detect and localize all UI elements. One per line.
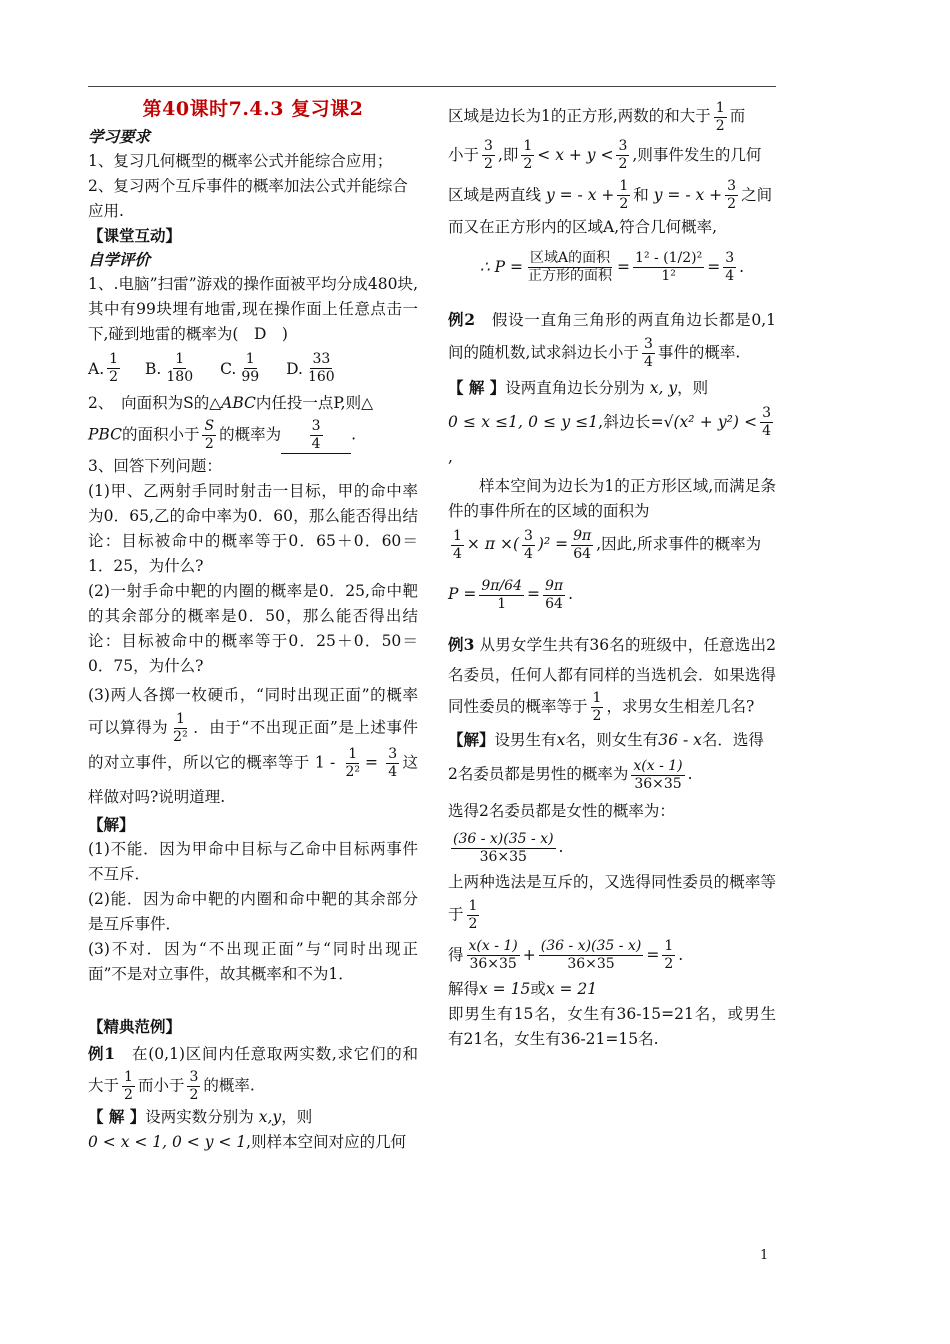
option-c: C. $\frac{1}{99}$ (220, 351, 260, 385)
example-2: 例2 假设一直角三角形的两直角边长都是0,1间的随机数,试求斜边长小于 $\frac{3}{4}$ 事件的概率. (448, 309, 776, 370)
example-2-result: P = $\frac{9\pi/64}{1}$ = $\frac{9\pi}{64}$ . (448, 577, 574, 612)
ex1-cont-3: 区域是两直线 y = - x + $\frac{1}{2}$ 和 y = - x + $\frac{3}{2}$ 之间 (448, 178, 773, 212)
page-title: 第40课时7.4.3 复习课2 (142, 98, 364, 120)
example-3-mutual: 上两种选法是互斥的，又选得同性委员的概率等于 $\frac{1}{2}$ (448, 872, 776, 932)
example-3-female: 选得2名委员都是女性的概率为： $\frac{(36 - x)(35 - x)}{36\times 35}$ . (448, 802, 675, 865)
example-2-text: 样本空间为边长为1的正方形区域,而满足条件的事件所在的区域的面积为 (448, 477, 776, 520)
option-a: A. $\frac{1}{2}$ (88, 351, 119, 385)
solution-1: (1)不能．因为甲命中目标与乙命中目标两事件不互斥． (88, 840, 418, 883)
question-1-options (88, 351, 418, 386)
right-column (448, 98, 776, 1052)
heading-self-eval: 自学评价 (88, 250, 151, 269)
question-3-3: (3)两人各掷一枚硬币，“同时出现正面”的概率可以算得为 $\frac{1}{\text{2²}}$ ．由于“不出现正面”是上述事件的对立事件，所以它的概率等于 1 - $\frac{1}{\text{2²}}$ = $\frac{3}{4}$ 这样做对吗?说明道理. (88, 686, 418, 806)
example-1: 例1 在(0,1)区间内任意取两实数,求它们的和大于 $\frac{1}{2}$ 而小于 $\frac{3}{2}$ 的概率. (88, 1044, 418, 1103)
answer-blank: $\frac{3}{4}$ (281, 418, 351, 454)
question-3-1: (1)甲、乙两射手同时射击一目标，甲的命中率为0．65,乙的命中率为0．60，那么能否得出结论：目标被命中的概率等于0．65＋0．60＝1．25，为什么? (88, 482, 418, 575)
question-2: 2、 向面积为S的△ABC内任投一点P,则△ PBC的面积小于 $\frac{S}{2}$ 的概率为 $\frac{3}{4}$ . (88, 394, 374, 452)
question-3-2: (2)一射手命中靶的内圈的概率是0．25,命中靶的其余部分的概率是0．50，那么能否得出结论：目标被命中的概率等于0．25＋0．50＝0．75，为什么? (88, 582, 418, 675)
example-3-solution: 【解】设男生有x名，则女生有36 - x名．选得 (448, 730, 764, 749)
requirement-1: 1、复习几何概型的概率公式并能综合应用； (88, 152, 393, 170)
ex1-formula: ∴ P = $\frac{\text{区域A的面积}}{\text{正方形的面积}}$ = $\frac{\text{1² - (1/2)²}}{\text{1²}}$ = $\frac{3}{4}$ . (479, 250, 745, 284)
solution-2: (2)能．因为命中靶的内圈和命中靶的其余部分是互斥事件． (88, 890, 418, 933)
example-2-area: $\frac{1}{4}$ × π ×( $\frac{3}{4}$ )² = $\frac{9\pi}{64}$ ,因此,所求事件的概率为 (453, 527, 762, 562)
heading-classroom: 【课堂互动】 (88, 226, 182, 245)
example-1-solution: 【 解 】设两实数分别为 x,y，则 0 < x < 1, 0 < y < 1,则样本空间对应的几何 (88, 1107, 407, 1151)
heading-examples: 【精典范例】 (88, 1017, 182, 1036)
example-3-conclusion: 即男生有15名，女生有36-15=21名，或男生有21名，女生有36-21=15名. (448, 1004, 776, 1048)
question-1: 1、.电脑”扫雷”游戏的操作面被平均分成480块,其中有99块埋有地雷,现在操作面上任意点击一下,碰到地雷的概率为( D ) (88, 275, 418, 343)
example-2-solution: 【 解 】设两直角边长分别为 x, y，则 0 ≤ x ≤1, 0 ≤ y ≤1,斜边长=√(x² + y²) < $\frac{3}{4}$ , (448, 377, 771, 466)
ex1-cont-4: 而又在正方形内的区域A,符合几何概率, (448, 217, 718, 236)
option-b: B. $\frac{1}{180}$ (145, 351, 194, 385)
example-3-equation: 得 $\frac{x(x - 1)}{36\times 35}$ + $\frac{(36 - x)(35 - x)}{36\times 35}$ = $\frac{1}{2}$ . (448, 938, 684, 972)
option-d: D. $\frac{33}{160}$ (286, 351, 335, 385)
heading-requirements: 学习要求 (88, 127, 151, 146)
example-3-male: 2名委员都是男性的概率为 $\frac{x(x - 1)}{36\times 35}$ . (448, 757, 693, 792)
solution-3: (3)不对．因为“不出现正面”与“同时出现正面”不是对立事件，故其概率和不为1． (88, 940, 418, 983)
ex1-cont-2: 小于 $\frac{3}{2}$ ,即 $\frac{1}{2}$ < x + y < $\frac{3}{2}$ ,则事件发生的几何 (448, 138, 762, 172)
top-rule (88, 86, 776, 87)
ex1-cont-1: 区域是边长为1的正方形,两数的和大于 $\frac{1}{2}$ 而 (448, 99, 746, 134)
left-column (88, 92, 418, 1155)
requirement-2: 2、复习两个互斥事件的概率加法公式并能综合应用. (88, 177, 408, 220)
example-3: 例3 从男女学生共有36名的班级中，任意选出2名委员，任何人都有同样的当选机会．如果选得同性委员的概率等于 $\frac{1}{2}$ ，求男女生相差几名? (448, 635, 776, 724)
question-3: 3、回答下列问题： (88, 457, 222, 475)
heading-solution: 【解】 (88, 815, 135, 834)
example-3-roots: 解得x = 15或x = 21 (448, 979, 598, 998)
page-number: 1 (760, 1248, 769, 1263)
